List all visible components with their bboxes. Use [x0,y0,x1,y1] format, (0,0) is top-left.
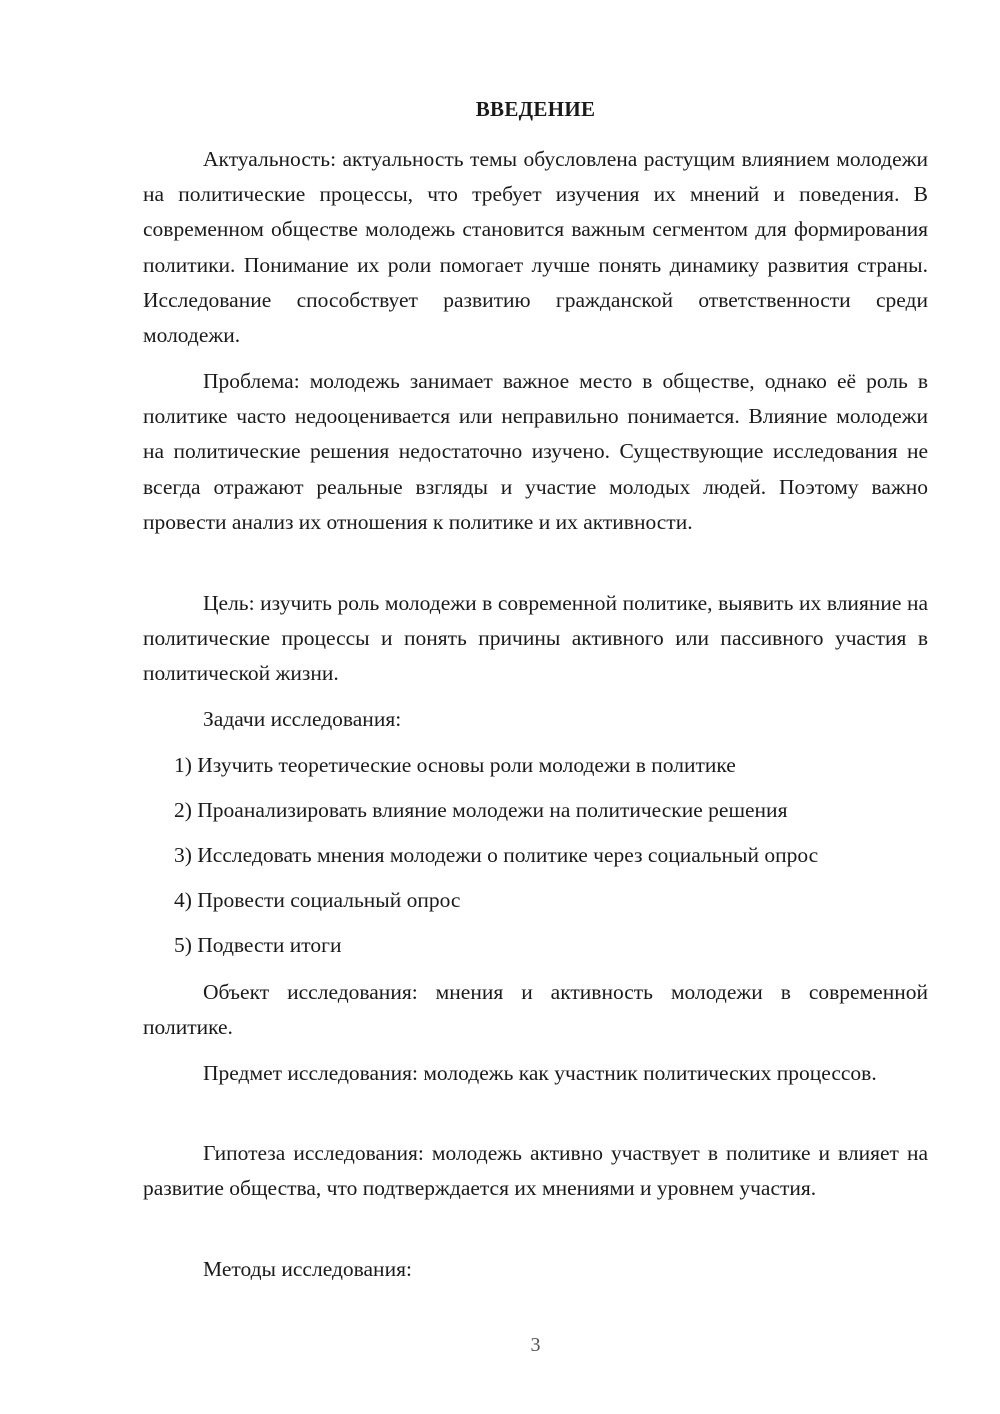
task-item-3: 3) Исследовать мнения молодежи о политике через социальный опрос [174,843,819,867]
paragraph-subject: Предмет исследования: молодежь как участник политических процессов. [203,1061,877,1085]
paragraph-goal: Цель: изучить роль молодежи в современной политике, выявить их влияние на политические процессы и понять причины активного или пассивного участия в политической жизни. [143,591,928,686]
paragraph-tasks-intro: Задачи исследования: [203,707,402,731]
paragraph-relevance: Актуальность: актуальность темы обусловлена растущим влиянием молодежи на политические процессы, что требует изучения их мнений и поведения. В современном обществе молодежь становится важным сегментом для формирования политики. Понимание их роли помогает лучше понять динамику развития страны. Исследование способствует развитию гражданской ответственности среди молодежи. [143,147,928,348]
paragraph-hypothesis: Гипотеза исследования: молодежь активно участвует в политике и влияет на развитие общества, что подтверждается их мнениями и уровнем участия. [143,1141,928,1201]
paragraph-methods: Методы исследования: [203,1257,412,1281]
paragraph-problem: Проблема: молодежь занимает важное место в обществе, однако её роль в политике часто недооценивается или неправильно понимается. Влияние молодежи на политические решения недостаточно изучено. Существующие исследования не всегда отражают реальные взгляды и участие молодых людей. Поэтому важно провести анализ их отношения к политике и их активности. [143,369,928,534]
task-item-2: 2) Проанализировать влияние молодежи на политические решения [174,798,788,822]
task-item-5: 5) Подвести итоги [174,933,342,957]
section-heading: ВВЕДЕНИЕ [475,97,596,121]
task-item-4: 4) Провести социальный опрос [174,888,461,912]
document-page [143,0,928,1414]
page-number: 3 [530,1334,541,1356]
paragraph-object: Объект исследования: мнения и активность молодежи в современной политике. [143,980,928,1040]
task-item-1: 1) Изучить теоретические основы роли молодежи в политике [174,753,736,777]
